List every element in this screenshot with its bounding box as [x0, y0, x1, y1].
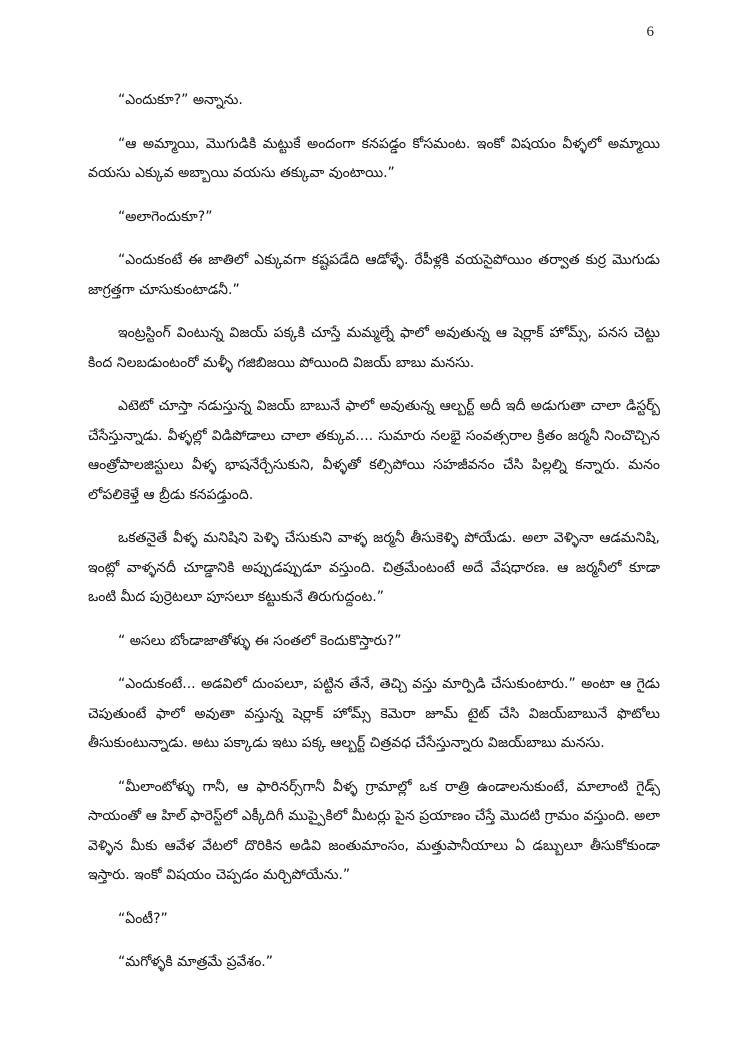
paragraph: “ఏంటీ?”	[118, 910, 168, 927]
paragraph: ఇంట్రస్టింగ్ వింటున్న విజయ్ పక్కకి చూస్తే మమ్మల్నే ఫాలో అవుతున్న ఆ షెర్లాక్ హోమ్స్, పనస చెట్టు కింద నిలబడుంటంరో మళ్ళీ గజిబిజయి పోయింది విజయ్ బాబు మనసు.	[88, 325, 660, 371]
page-body	[88, 86, 660, 992]
page-number: 6	[646, 24, 654, 40]
paragraph: “ఎందుకంటే... అడవిలో దుంపలూ, పట్టిన తేనే, తెచ్చి వస్తు మార్పిడి చేసుకుంటారు.” అంటా ఆ గైడు చెపుతుంటే ఫాలో అవుతా వస్తున్న షెర్లాక్ హోమ్స్ కెమెరా జూమ్ టైట్ చేసి విజయ్‌బాబునే ఫొటోలు తీసుకుంటున్నాడు. అటు పక్కాడు ఇటు పక్క ఆల్బర్ట్ చిత్రవధ చేసేస్తున్నారు విజయ్‌బాబు మనసు.	[88, 676, 660, 751]
paragraph: “అలాగెందుకూ?”	[118, 208, 213, 225]
paragraph: ఎటెటో చూస్తా నడుస్తున్న విజయ్ బాబునే ఫాలో అవుతున్న ఆల్బర్ట్ అదీ ఇదీ అడుగుతా చాలా డిస్టర్బ్ చేసేస్తున్నాడు. వీళ్ళల్లో విడిపోడాలు చాలా తక్కువ.... సుమారు నలభై సంవత్సరాల క్రితం జర్మనీ నించొచ్చిన ఆంత్రోపాలజిస్టులు వీళ్ళ భాషనేర్చేసుకుని, వీళ్ళతో కల్సిపోయి సహజీవనం చేసి పిల్లల్ని కన్నారు. మనం లోపలికెళ్తే ఆ బ్రీడు కనపడ్తుంది.	[88, 398, 660, 503]
paragraph: “మగోళ్ళకి మాత్రమే ప్రవేశం.”	[118, 954, 274, 970]
paragraph: “ అసలు బోండాజాతోళ్ళు ఈ సంతలో కెందుకొస్తారు?”	[118, 632, 402, 649]
paragraph: “మీలాంటోళ్ళు గానీ, ఆ ఫారినర్స్‌గానీ వీళ్ళ గ్రామాల్లో ఒక రాత్రి ఉండాలనుకుంటే, మాలాంటి గైడ్స్ సాయంతో ఆ హిల్ ఫారెస్ట్‌లో ఎక్కీదిగీ ముప్పైకిలో మీటర్లు పైన ప్రయాణం చేస్తే మొదటి గ్రామం వస్తుంది. అలా వెళ్ళిన మీకు ఆవేళ వేటలో దొరికిన అడివి జంతుమాంసం, మత్తుపానీయాలు ఏ డబ్బులూ తీసుకోకుండా ఇస్తారు. ఇంకో విషయం చెప్పడం మర్చిపోయేను.”	[88, 778, 660, 883]
paragraph: “ఆ అమ్మాయి, మొగుడికి మట్టుకే అందంగా కనపడ్డం కోసమంట. ఇంకో విషయం వీళ్ళలో అమ్మాయి వయసు ఎక్కువ అబ్బాయి వయసు తక్కువా వుంటాయి.”	[88, 135, 660, 181]
paragraph: “ఎందుకంటే ఈ జాతిలో ఎక్కువగా కష్టపడేది ఆడోళ్ళే. రేపీళ్లకి వయసైపోయిం తర్వాత కుర్ర మొగుడు జాగ్రత్తగా చూసుకుంటాడనీ.”	[88, 252, 660, 298]
paragraph: ఒకతనైతే వీళ్ళ మనిషిని పెళ్ళి చేసుకుని వాళ్ళ జర్మనీ తీసుకెళ్ళి పోయేడు. అలా వెళ్ళినా ఆడమనిషి, ఇంట్లో వాళ్ళనదీ చూడ్డానికి అప్పుడప్పుడూ వస్తుంది. చిత్రమేంటంటే అదే వేషధారణ. ఆ జర్మనీలో కూడా ఒంటి మీద పుర్రెటలూ పూసలూ కట్టుకునే తిరుగుద్దంట.”	[88, 530, 660, 605]
paragraph: “ఎందుకూ?” అన్నాను.	[118, 92, 243, 108]
